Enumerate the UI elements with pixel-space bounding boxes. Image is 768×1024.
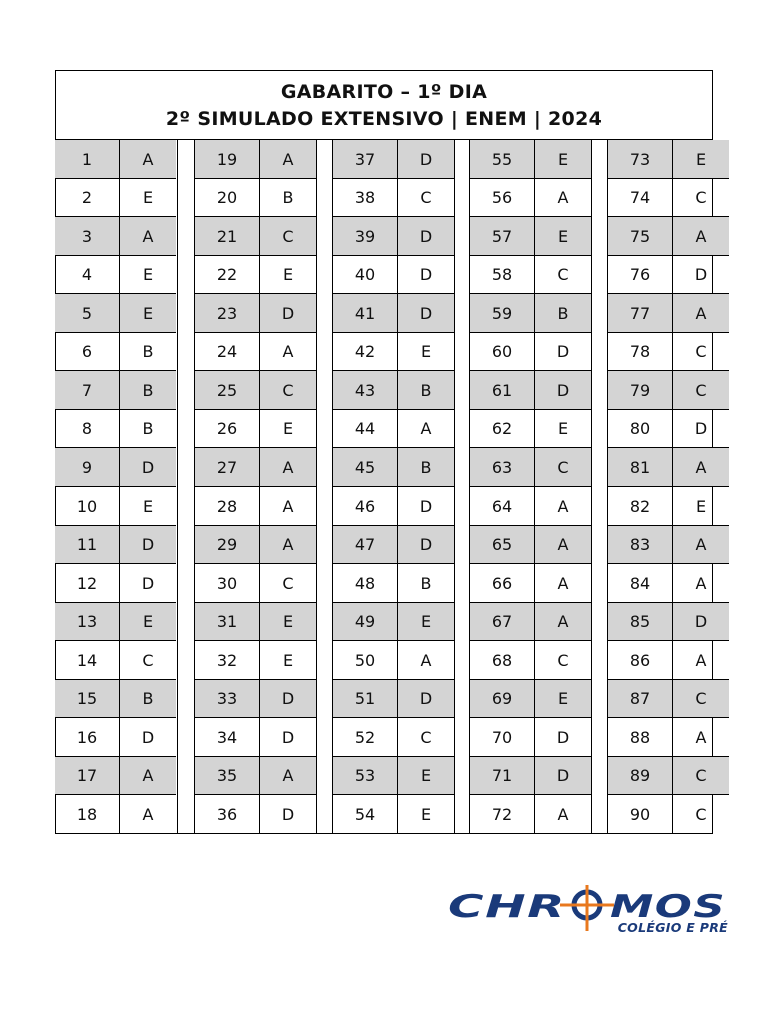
question-number: 72 [491,805,513,824]
answer-letter: D [397,140,454,179]
question-number: 60 [470,333,534,371]
answer-letter: A [534,526,591,564]
question-number: 1 [55,140,119,179]
question-number: 28 [195,487,259,526]
answer-letter: A [259,333,316,371]
answer-letter: D [672,410,729,448]
question-number: 52 [333,718,397,757]
question-number: 51 [333,680,397,718]
answer-letter: A [672,448,729,487]
answer-letter: E [397,757,454,795]
page-title: GABARITO – 1º DIA [280,81,488,103]
crosshair-o-icon [560,885,614,931]
question-number: 24 [195,333,259,371]
svg-text:MOS: MOS [610,889,726,925]
answer-letter: A [259,526,316,564]
question-number: 20 [195,179,259,217]
question-number: 36 [216,805,238,824]
question-number: 12 [55,564,119,603]
question-number: 53 [333,757,397,795]
answer-letter: B [119,410,176,448]
answer-letter: B [119,333,176,371]
question-number: 89 [608,757,672,795]
question-number: 57 [470,217,534,256]
question-number: 55 [470,140,534,179]
question-number: 21 [195,217,259,256]
question-number: 47 [333,526,397,564]
question-number: 29 [195,526,259,564]
svg-text:CHR: CHR [448,889,566,925]
answer-letter: D [119,718,176,757]
question-number: 17 [55,757,119,795]
answer-letter: D [534,718,591,757]
answer-letter: D [259,795,316,834]
question-number: 6 [55,333,119,371]
answer-letter: D [534,757,591,795]
question-number: 42 [333,333,397,371]
answer-letter: D [119,526,176,564]
question-number: 68 [470,641,534,680]
answer-grid [56,140,712,834]
answer-column [332,140,455,834]
answer-column [194,140,317,834]
question-number: 49 [333,603,397,641]
answer-letter: D [119,448,176,487]
answer-letter: A [119,217,176,256]
answer-letter: E [119,294,176,333]
question-number: 35 [195,757,259,795]
question-number: 85 [608,603,672,641]
answer-letter: C [397,718,454,757]
answer-letter: D [259,718,316,757]
question-number: 65 [470,526,534,564]
answer-letter: A [259,448,316,487]
question-number: 8 [55,410,119,448]
answer-key-table [55,70,713,834]
answer-letter: A [259,140,316,179]
answer-letter: B [534,294,591,333]
answer-letter: C [534,641,591,680]
answer-letter: E [534,680,591,718]
question-number: 70 [470,718,534,757]
answer-letter: D [397,294,454,333]
question-number: 16 [55,718,119,757]
question-number: 37 [333,140,397,179]
answer-letter: A [672,294,729,333]
question-number: 73 [608,140,672,179]
answer-letter: B [259,179,316,217]
answer-letter: D [534,333,591,371]
answer-letter: B [397,564,454,603]
answer-letter: E [397,333,454,371]
answer-letter: A [534,795,591,834]
answer-letter: A [672,217,729,256]
question-number: 54 [354,805,376,824]
answer-letter: A [534,603,591,641]
answer-letter: E [119,179,176,217]
question-number: 10 [55,487,119,526]
answer-letter: E [397,795,454,834]
answer-letter: A [119,140,176,179]
answer-letter: E [397,603,454,641]
answer-column [55,140,178,834]
question-number: 66 [470,564,534,603]
answer-letter: D [397,526,454,564]
answer-column [607,140,729,834]
answer-letter: E [259,410,316,448]
question-number: 77 [608,294,672,333]
page-subtitle: 2º SIMULADO EXTENSIVO | ENEM | 2024 [165,108,603,130]
answer-letter: C [259,217,316,256]
answer-letter: C [119,641,176,680]
answer-letter: C [672,179,729,217]
answer-letter: D [259,680,316,718]
answer-letter: C [259,371,316,410]
question-number: 46 [333,487,397,526]
question-number: 38 [333,179,397,217]
question-number: 40 [333,256,397,294]
answer-letter: D [397,487,454,526]
question-number: 41 [333,294,397,333]
question-number: 64 [470,487,534,526]
answer-letter: A [672,718,729,757]
answer-letter: D [534,371,591,410]
answer-letter: D [397,217,454,256]
answer-letter: C [534,256,591,294]
answer-letter: E [119,487,176,526]
question-number: 22 [195,256,259,294]
answer-letter: D [397,680,454,718]
answer-letter: A [672,564,729,603]
question-number: 44 [333,410,397,448]
question-number: 48 [333,564,397,603]
question-number: 32 [195,641,259,680]
question-number: 87 [608,680,672,718]
question-number: 34 [195,718,259,757]
answer-letter: A [672,526,729,564]
answer-column [469,140,592,834]
question-number: 90 [629,805,651,824]
answer-letter: A [259,487,316,526]
answer-letter: C [672,757,729,795]
answer-letter: B [397,371,454,410]
answer-letter: A [672,641,729,680]
answer-letter: C [672,371,729,410]
question-number: 33 [195,680,259,718]
question-number: 43 [333,371,397,410]
answer-letter: A [259,757,316,795]
question-number: 25 [195,371,259,410]
question-number: 11 [55,526,119,564]
question-number: 67 [470,603,534,641]
answer-letter: E [672,140,729,179]
answer-letter: C [672,680,729,718]
answer-letter: D [259,294,316,333]
answer-letter: A [119,757,176,795]
answer-letter: C [397,179,454,217]
question-number: 88 [608,718,672,757]
question-number: 69 [470,680,534,718]
question-number: 23 [195,294,259,333]
question-number: 74 [608,179,672,217]
answer-letter: D [397,256,454,294]
question-number: 86 [608,641,672,680]
question-number: 79 [608,371,672,410]
answer-letter: E [259,256,316,294]
question-number: 31 [195,603,259,641]
question-number: 26 [195,410,259,448]
question-number: 9 [55,448,119,487]
answer-letter: E [259,641,316,680]
answer-letter: E [534,140,591,179]
question-number: 82 [608,487,672,526]
question-number: 50 [333,641,397,680]
answer-letter: B [397,448,454,487]
question-number: 13 [55,603,119,641]
answer-letter: C [672,333,729,371]
question-number: 58 [470,256,534,294]
answer-letter: D [672,603,729,641]
question-number: 84 [608,564,672,603]
answer-letter: C [259,564,316,603]
question-number: 5 [55,294,119,333]
question-number: 61 [470,371,534,410]
answer-letter: E [672,487,729,526]
question-number: 59 [470,294,534,333]
answer-letter: C [534,448,591,487]
question-number: 19 [195,140,259,179]
question-number: 18 [76,805,98,824]
answer-letter: D [119,564,176,603]
question-number: 62 [470,410,534,448]
answer-letter: A [397,410,454,448]
answer-letter: E [119,603,176,641]
answer-letter: E [534,217,591,256]
question-number: 63 [470,448,534,487]
question-number: 45 [333,448,397,487]
question-number: 3 [55,217,119,256]
answer-letter: D [672,256,729,294]
question-number: 81 [608,448,672,487]
question-number: 80 [608,410,672,448]
question-number: 76 [608,256,672,294]
answer-letter: A [119,795,176,834]
question-number: 4 [55,256,119,294]
answer-letter: E [534,410,591,448]
answer-letter: A [534,179,591,217]
answer-letter: C [672,795,729,834]
question-number: 27 [195,448,259,487]
question-number: 7 [55,371,119,410]
answer-letter: A [534,487,591,526]
answer-letter: E [259,603,316,641]
question-number: 75 [608,217,672,256]
answer-letter: B [119,680,176,718]
question-number: 14 [55,641,119,680]
answer-letter: A [534,564,591,603]
answer-letter: A [397,641,454,680]
answer-letter: B [119,371,176,410]
question-number: 15 [55,680,119,718]
question-number: 2 [55,179,119,217]
logo-tagline: COLÉGIO E PRÉ [617,920,728,935]
answer-key-header [56,71,712,140]
question-number: 56 [470,179,534,217]
question-number: 78 [608,333,672,371]
question-number: 83 [608,526,672,564]
question-number: 39 [333,217,397,256]
question-number: 71 [470,757,534,795]
answer-letter: E [119,256,176,294]
question-number: 30 [195,564,259,603]
